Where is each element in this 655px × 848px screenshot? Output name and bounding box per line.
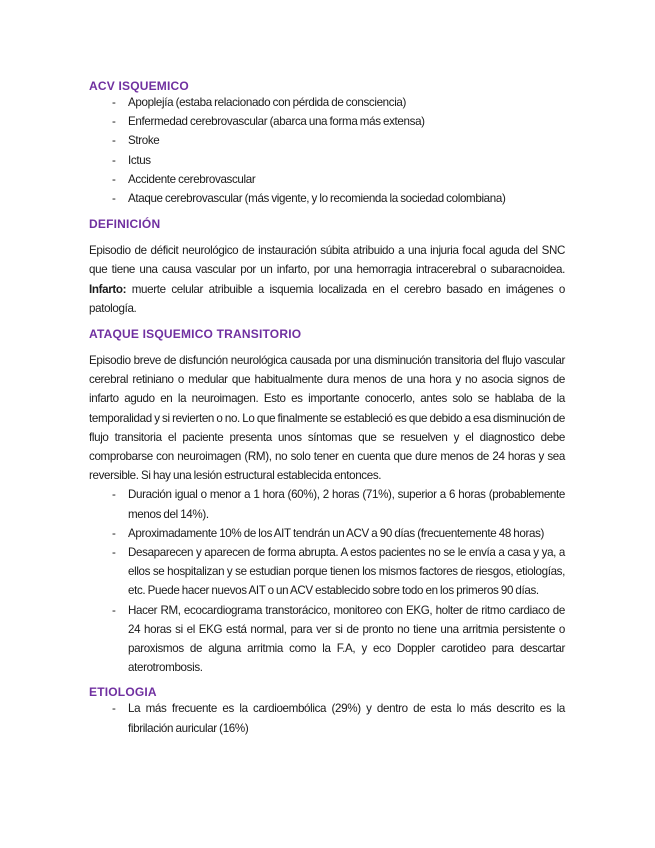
section-heading-definicion: DEFINICIÓN <box>89 217 161 232</box>
acv-synonyms-list <box>89 93 565 208</box>
section-heading-etiologia: ETIOLOGIA <box>89 685 157 700</box>
document-page <box>89 74 565 738</box>
list-item: - Duración igual o menor a 1 hora (60%), 2 horas (71%), superior a 6 horas (probablemente menos del 14%). <box>89 485 565 523</box>
ait-list <box>89 485 565 677</box>
infarto-definition: muerte celular atribuible a isquemia localizada en el cerebro basado en imágenes o patología. <box>89 282 566 315</box>
section-heading-acv-isquemico: ACV ISQUEMICO <box>89 79 189 93</box>
list-item: - Stroke <box>89 131 565 150</box>
definicion-text: Episodio de déficit neurológico de instauración súbita atribuido a una injuria focal aguda del SNC que tiene una causa vascular por un infarto, por una hemorragia intracerebral o subaracnoidea. <box>89 244 565 277</box>
list-item: - La más frecuente es la cardioembólica (29%) y dentro de esta lo más descrito es la fibrilación auricular (16%) <box>89 699 565 737</box>
definicion-paragraph <box>89 241 565 318</box>
list-item: - Accidente cerebrovascular <box>89 170 565 189</box>
list-item: - Ictus <box>89 151 565 170</box>
list-item: - Ataque cerebrovascular (más vigente, y lo recomienda la sociedad colombiana) <box>89 189 565 208</box>
list-item: - Aproximadamente 10% de los AIT tendrán un ACV a 90 días (frecuentemente 48 horas) <box>89 524 565 543</box>
list-item: - Enfermedad cerebrovascular (abarca una forma más extensa) <box>89 112 565 131</box>
etiologia-list <box>89 699 565 737</box>
infarto-label: Infarto: <box>89 282 127 296</box>
list-item: - Hacer RM, ecocardiograma transtorácico, monitoreo con EKG, holter de ritmo cardiaco de 24 horas si el EKG está normal, para ver si de pronto no tiene una arritmia persistente o paroxismos de alguna arritmia como la F.A, y eco Doppler carotideo para descartar aterotrombosis. <box>89 601 565 678</box>
list-item: - Desaparecen y aparecen de forma abrupta. A estos pacientes no se le envía a casa y ya, a ellos se hospitalizan y se estudian porque tienen los mismos factores de riesgos, etiologías, etc. Puede hacer nuevos AIT o un ACV establecido sobre todo en los primeros 90 días. <box>89 543 565 601</box>
ait-paragraph: Episodio breve de disfunción neurológica causada por una disminución transitoria del flujo vascular cerebral retiniano o medular que habitualmente dura menos de una hora y no asocia signos de infarto agudo en la neuroimagen. Esto es importante conocerlo, antes solo se hablaba de la temporalidad y si revierten o no. Lo que finalmente se estableció es que debido a esa disminución de flujo transitoria el paciente presenta unos síntomas que se resuelven y el diagnostico debe comprobarse con neuroimagen (RM), no solo tener en cuenta que dure menos de 24 horas y sea reversible. Si hay una lesión estructural establecida entonces. <box>89 354 565 483</box>
section-heading-ataque-isquemico-transitorio: ATAQUE ISQUEMICO TRANSITORIO <box>89 327 302 342</box>
list-item: - Apoplejía (estaba relacionado con pérdida de consciencia) <box>89 93 565 112</box>
